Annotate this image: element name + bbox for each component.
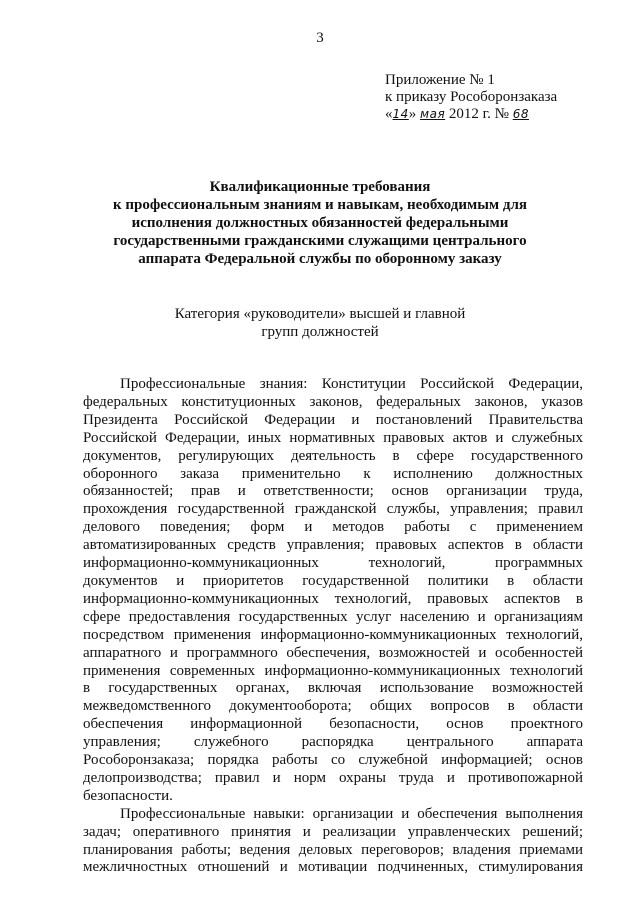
body-line: посредством применения информационно-коммуникационных технологий,: [83, 626, 583, 643]
body-line: безопасности.: [83, 787, 173, 804]
handwritten-day: 14: [392, 107, 409, 121]
body-line: управления; служебного распорядка центрального аппарата: [83, 734, 583, 751]
handwritten-order-number: 68: [512, 107, 529, 121]
body-line: сфере предоставления государственных услуг населению и организациям: [83, 608, 583, 625]
body-line: Президента Российской Федерации и постановлений Правительства: [83, 411, 583, 428]
title-line: к профессиональным знаниям и навыкам, необходимым для: [113, 197, 527, 213]
appendix-line: Приложение № 1: [385, 72, 495, 88]
body-line: применения современных информационно-коммуникационных технологий: [83, 662, 583, 679]
body-line: документов, регулирующих деятельность в сфере государственного: [83, 447, 583, 464]
body-line: Рособоронзаказа; порядка работы со служебной информацией; основ: [83, 752, 583, 769]
document-body: [83, 376, 583, 877]
document-title: [60, 178, 580, 268]
body-line: Профессиональные навыки: организации и обеспечения выполнения: [120, 805, 583, 822]
date-open-quote: «: [385, 106, 393, 122]
appendix-header: [385, 72, 615, 123]
title-line: государственными гражданскими служащими центрального: [113, 233, 527, 249]
body-line: делопроизводства; правил и норм охраны труда и противопожарной: [83, 769, 583, 786]
category-line: групп должностей: [261, 324, 379, 340]
paragraph-professional-skills: [83, 806, 583, 878]
body-line: в государственных органах, включая использование возможностей: [83, 680, 583, 697]
category-line: Категория «руководители» высшей и главной: [174, 306, 466, 322]
body-line: Профессиональные знания: Конституции Российской Федерации,: [120, 376, 583, 392]
title-line: исполнения должностных обязанностей федеральными: [131, 215, 509, 231]
body-line: задач; оперативного принятия и реализации управленческих решений;: [83, 823, 583, 840]
body-line: информационно-коммуникационных технологий, правовых аспектов в: [83, 590, 583, 607]
body-line: межведомственного документооборота; общих вопросов в области: [83, 698, 583, 715]
paragraph-professional-knowledge: [83, 376, 583, 806]
order-date-line: [385, 106, 615, 123]
body-line: аппаратного и программного обеспечения, возможностей и особенностей: [83, 644, 583, 661]
body-line: автоматизированных средств управления; правовых аспектов в области: [83, 537, 583, 554]
body-line: оборонного заказа применительно к исполнению должностных: [83, 465, 583, 482]
title-line: аппарата Федеральной службы по оборонному заказу: [138, 251, 502, 267]
handwritten-month: мая: [420, 107, 446, 121]
date-close-quote: »: [408, 106, 417, 122]
body-line: Российской Федерации, иных нормативных правовых актов и служебных: [83, 429, 583, 446]
page-number: 3: [316, 30, 324, 46]
body-line: информационно-коммуникационных технологий, программных: [83, 555, 583, 572]
body-line: документов и приоритетов государственной политики в области: [83, 572, 583, 589]
title-line: Квалификационные требования: [209, 179, 431, 195]
body-line: федеральных конституционных законов, федеральных законов, указов: [83, 393, 583, 410]
category-heading: [60, 305, 580, 341]
body-line: обеспечения информационной безопасности, основ проектного: [83, 716, 583, 733]
body-line: делового поведения; форм и методов работы с применением: [83, 519, 583, 536]
body-line: обязанностей; прав и ответственности; основ организации труда,: [83, 483, 583, 500]
order-reference: к приказу Рособоронзаказа: [385, 89, 558, 105]
body-line: планирования работы; ведения деловых переговоров; владения приемами: [83, 841, 583, 858]
body-line: прохождения государственной гражданской службы, управления; правил: [83, 501, 583, 518]
date-year: 2012 г. №: [448, 106, 509, 122]
body-line: межличностных отношений и мотивации подчиненных, стимулирования: [83, 859, 583, 876]
